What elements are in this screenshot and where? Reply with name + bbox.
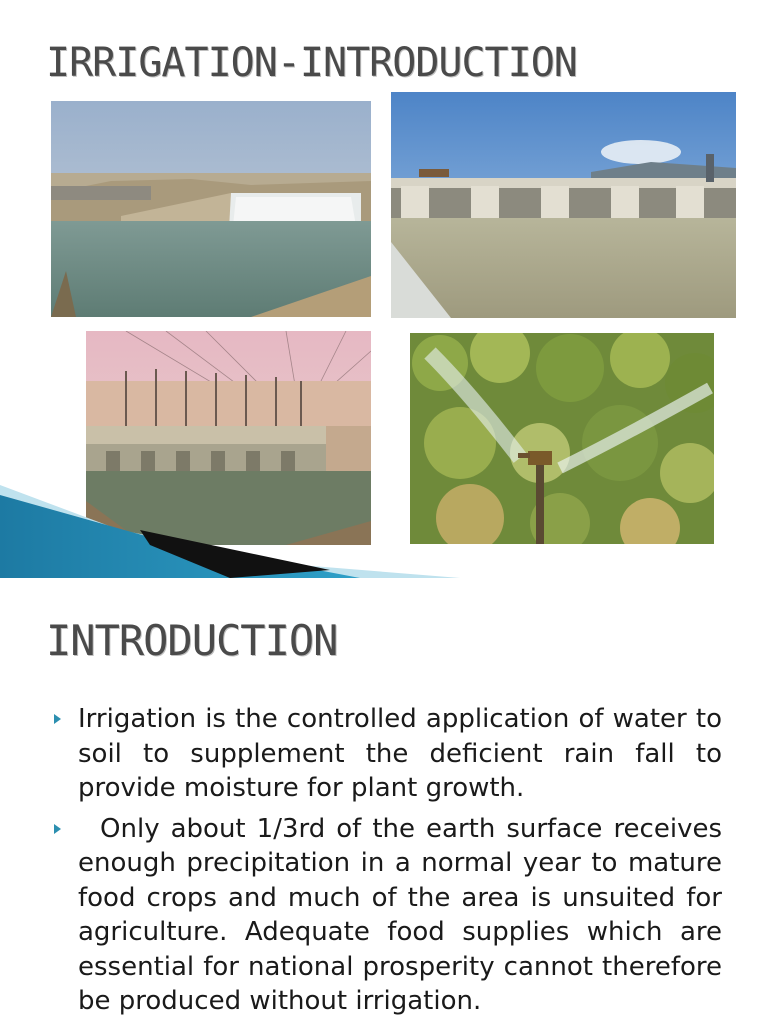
decorative-wave bbox=[0, 470, 460, 578]
triangle-bullet-icon bbox=[54, 824, 61, 834]
bullet-item bbox=[52, 812, 722, 1019]
barrage-gates-photo bbox=[391, 92, 736, 318]
bullet-list bbox=[52, 702, 722, 1024]
slide-title: IRRIGATION-INTRODUCTION bbox=[46, 40, 577, 86]
bullet-text: Only about 1/3rd of the earth surface receives enough precipitation in a normal year to mature food crops and much of the area is unsuited for agriculture. Adequate food supplies which are essential for national prosperity cannot therefore be produced without irrigation. bbox=[78, 813, 722, 1016]
triangle-bullet-icon bbox=[54, 714, 61, 724]
dam-spillway-photo bbox=[51, 101, 371, 317]
slide-title: INTRODUCTION bbox=[46, 616, 338, 665]
slide-introduction bbox=[0, 590, 768, 1024]
slide-divider bbox=[0, 578, 768, 590]
bullet-item bbox=[52, 702, 722, 806]
bullet-text: Irrigation is the controlled application of water to soil to supplement the deficient rain fall to provide moisture for plant growth. bbox=[78, 704, 722, 803]
